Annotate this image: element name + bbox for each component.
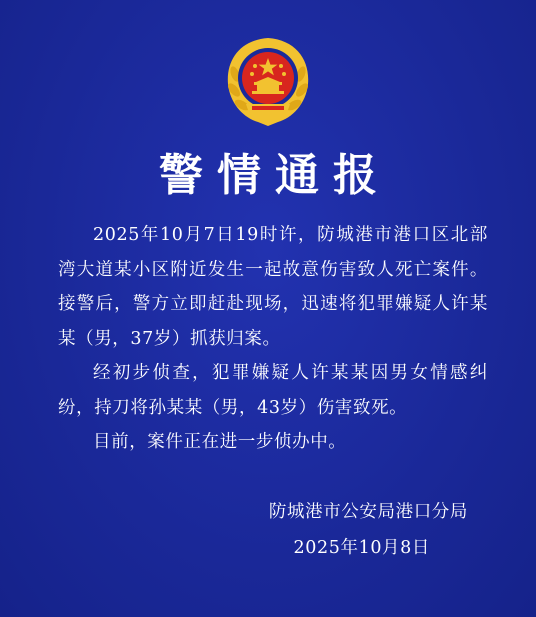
police-emblem-icon: [218, 34, 318, 134]
notice-signature: [269, 494, 468, 566]
notice-paragraph: 经初步侦查，犯罪嫌疑人许某某因男女情感纠纷，持刀将孙某某（男，43岁）伤害致死。: [58, 363, 488, 418]
notice-title: 警情通报: [159, 150, 391, 201]
issue-date: 2025年10月8日: [293, 538, 430, 558]
notice-body: [58, 218, 488, 460]
notice-paragraph: 2025年10月7日19时许，防城港市港口区北部湾大道某小区附近发生一起故意伤害致人死亡案件。接警后，警方立即赶赴现场，迅速将犯罪嫌疑人许某某（男，37岁）抓获归案。: [58, 225, 488, 349]
issuer-name: 防城港市公安局港口分局: [268, 502, 468, 522]
notice-paragraph: 目前，案件正在进一步侦办中。: [93, 432, 347, 452]
